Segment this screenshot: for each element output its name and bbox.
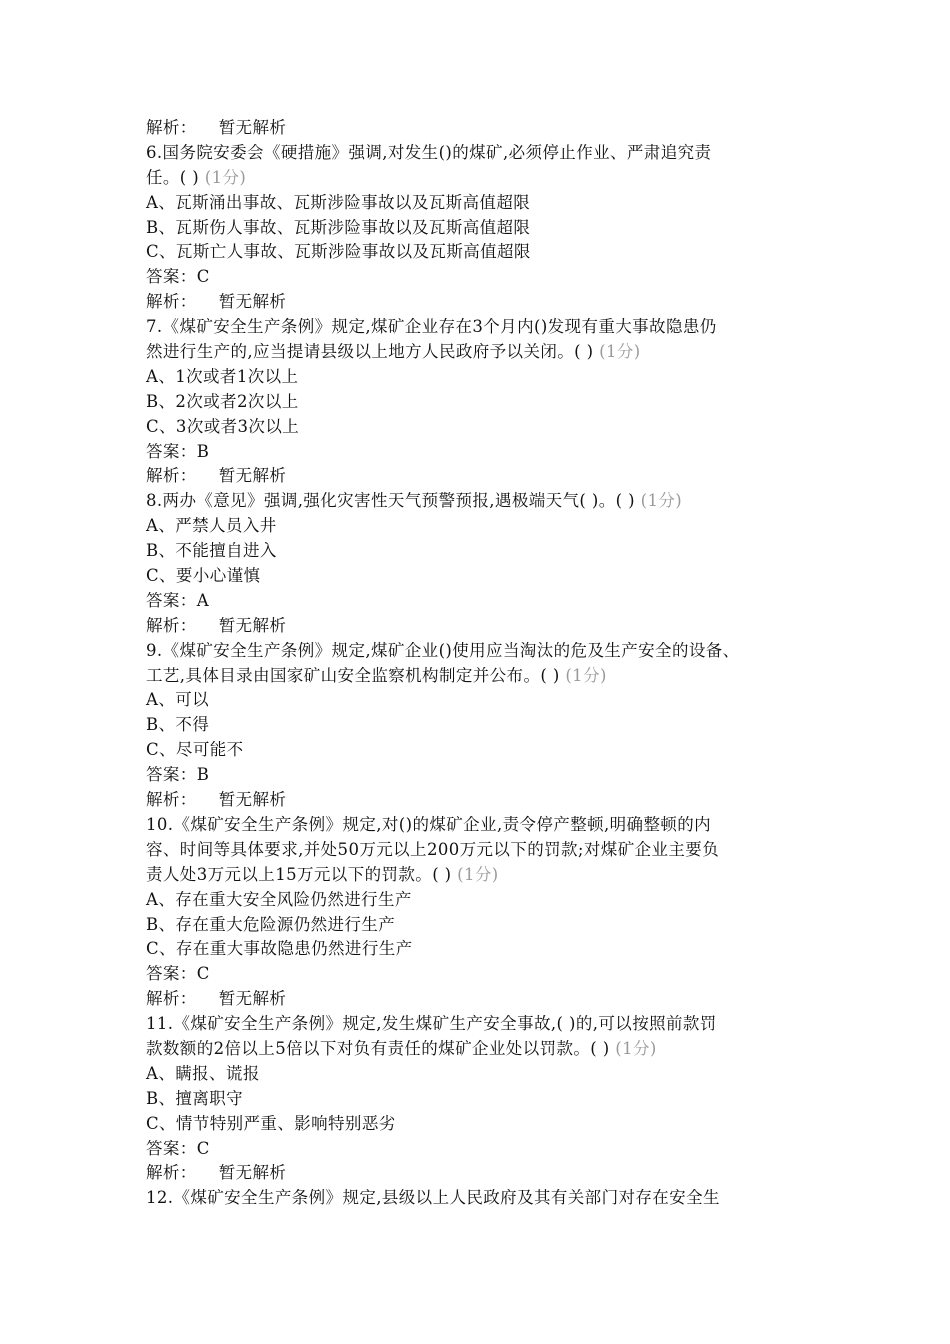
question-block xyxy=(146,141,826,315)
analysis-line xyxy=(146,614,826,639)
analysis-text: 暂无解析 xyxy=(218,615,287,635)
score-label: (1分) xyxy=(565,665,607,685)
answer-line: 答案：C xyxy=(146,964,210,984)
option-a: A、存在重大安全风险仍然进行生产 xyxy=(146,889,412,909)
option-b: B、不能擅自进入 xyxy=(146,541,277,561)
question-block xyxy=(146,639,826,813)
question-text: 任。( ) (1分) xyxy=(146,167,247,187)
option-a: A、瓦斯涌出事故、瓦斯涉险事故以及瓦斯高值超限 xyxy=(146,192,531,212)
analysis-text: 暂无解析 xyxy=(218,790,287,810)
option-c: C、情节特别严重、影响特别恶劣 xyxy=(146,1113,396,1133)
score-label: (1分) xyxy=(615,1038,657,1058)
analysis-line xyxy=(146,290,826,315)
question-text: 8.两办《意见》强调,强化灾害性天气预警预报,遇极端天气( )。( ) (1分) xyxy=(146,491,683,511)
option-a: A、可以 xyxy=(146,690,210,710)
option-b: B、瓦斯伤人事故、瓦斯涉险事故以及瓦斯高值超限 xyxy=(146,217,531,237)
score-label: (1分) xyxy=(457,864,499,884)
question-text: 款数额的2倍以上5倍以下对负有责任的煤矿企业处以罚款。( ) (1分) xyxy=(146,1038,657,1058)
option-b: B、不得 xyxy=(146,715,210,735)
question-text: 12.《煤矿安全生产条例》规定,县级以上人民政府及其有关部门对存在安全生 xyxy=(146,1188,720,1208)
analysis-text: 暂无解析 xyxy=(218,292,287,312)
analysis-label: 解析： xyxy=(146,118,197,137)
analysis-line xyxy=(146,464,826,489)
question-text: 容、时间等具体要求,并处50万元以上200万元以下的罚款;对煤矿企业主要负 xyxy=(146,839,720,859)
analysis-line xyxy=(146,788,826,813)
question-text: 责人处3万元以上15万元以下的罚款。( ) (1分) xyxy=(146,864,499,884)
answer-line: 答案：C xyxy=(146,1138,210,1158)
document-page xyxy=(146,116,826,1211)
option-c: C、要小心谨慎 xyxy=(146,566,261,586)
analysis-line xyxy=(146,987,826,1012)
question-block xyxy=(146,315,826,489)
answer-line: 答案：C xyxy=(146,267,210,287)
answer-line: 答案：B xyxy=(146,765,210,785)
analysis-text: 暂无解析 xyxy=(218,466,287,486)
question-text: 然进行生产的,应当提请县级以上地方人民政府予以关闭。( ) (1分) xyxy=(146,342,641,362)
option-a: A、严禁人员入井 xyxy=(146,516,277,536)
question-text: 6.国务院安委会《硬措施》强调,对发生()的煤矿,必须停止作业、严肃追究责 xyxy=(146,142,712,162)
question-text: 11.《煤矿安全生产条例》规定,发生煤矿生产安全事故,( )的,可以按照前款罚 xyxy=(146,1014,717,1034)
analysis-label: 解析： xyxy=(146,1163,197,1183)
score-label: (1分) xyxy=(640,491,683,511)
option-c: C、尽可能不 xyxy=(146,740,244,760)
question-block xyxy=(146,1012,826,1186)
analysis-text: 暂无解析 xyxy=(218,1163,287,1183)
question-text: 10.《煤矿安全生产条例》规定,对()的煤矿企业,责令停产整顿,明确整顿的内 xyxy=(146,814,712,834)
option-b: B、2次或者2次以上 xyxy=(146,391,299,411)
question-block xyxy=(146,489,826,638)
analysis-label: 解析： xyxy=(146,989,197,1009)
analysis-label: 解析： xyxy=(146,790,197,810)
analysis-line xyxy=(146,1161,826,1186)
option-c: C、存在重大事故隐患仍然进行生产 xyxy=(146,939,413,959)
answer-line: 答案：A xyxy=(146,590,210,610)
question-block xyxy=(146,813,826,1012)
option-a: A、1次或者1次以上 xyxy=(146,366,299,386)
option-a: A、瞒报、谎报 xyxy=(146,1063,260,1083)
answer-line: 答案：B xyxy=(146,441,210,461)
option-c: C、瓦斯亡人事故、瓦斯涉险事故以及瓦斯高值超限 xyxy=(146,242,531,262)
question-text: 工艺,具体目录由国家矿山安全监察机构制定并公布。( ) (1分) xyxy=(146,665,607,685)
option-c: C、3次或者3次以上 xyxy=(146,416,300,436)
analysis-text: 暂无解析 xyxy=(218,989,287,1009)
option-b: B、存在重大危险源仍然进行生产 xyxy=(146,914,396,934)
question-text: 7.《煤矿安全生产条例》规定,煤矿企业存在3个月内()发现有重大事故隐患仍 xyxy=(146,317,717,337)
analysis-label: 解析： xyxy=(146,292,197,312)
option-b: B、擅离职守 xyxy=(146,1088,244,1108)
analysis-label: 解析： xyxy=(146,615,197,635)
analysis-line xyxy=(146,116,826,141)
analysis-label: 解析： xyxy=(146,466,197,486)
score-label: (1分) xyxy=(204,167,247,187)
score-label: (1分) xyxy=(599,342,641,362)
analysis-text: 暂无解析 xyxy=(218,118,287,137)
question-text: 9.《煤矿安全生产条例》规定,煤矿企业()使用应当淘汰的危及生产安全的设备、 xyxy=(146,640,740,660)
